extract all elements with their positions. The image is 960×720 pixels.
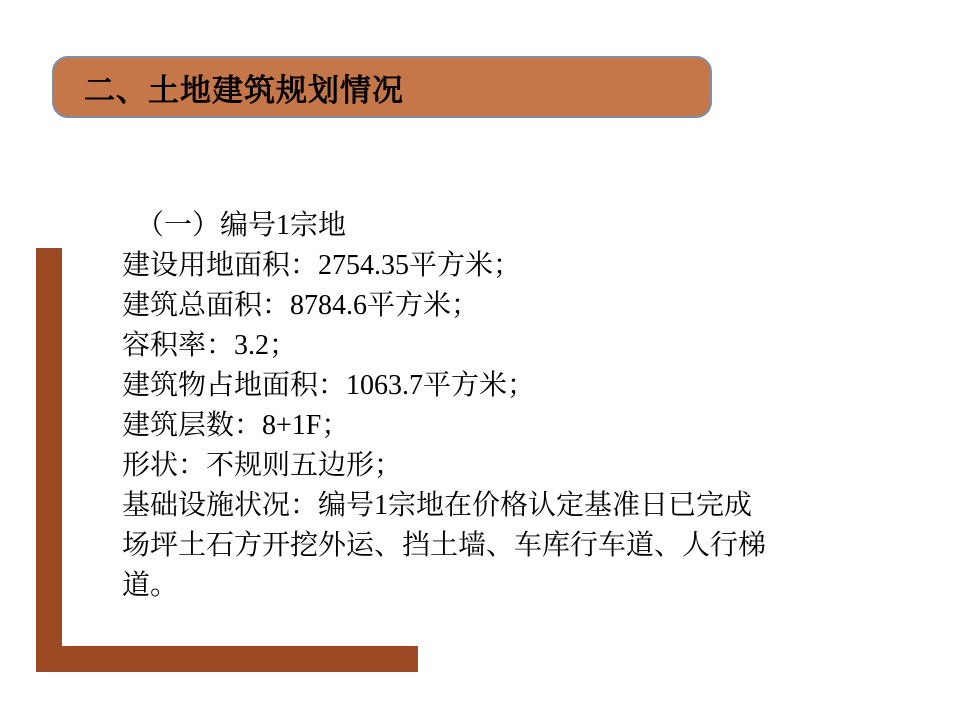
body-line: 建筑物占地面积：1063.7平方米； <box>122 370 536 401</box>
slide-title-banner <box>52 56 712 118</box>
body-line: 基础设施状况：编号1宗地在价格认定基准日已完成 <box>122 490 753 521</box>
body-line: 场坪土石方开挖外运、挡土墙、车库行车道、人行梯 <box>122 530 767 561</box>
body-line: 建筑总面积：8784.6平方米； <box>122 290 480 321</box>
decorative-bracket-horizontal <box>36 646 418 672</box>
slide-title: 二、土地建筑规划情况 <box>84 72 404 109</box>
body-line: 建筑层数：8+1F； <box>122 410 350 441</box>
decorative-bracket-vertical <box>36 248 62 672</box>
body-line: 建设用地面积：2754.35平方米； <box>122 250 522 281</box>
body-line: 道。 <box>122 570 179 601</box>
body-line: 形状：不规则五边形； <box>122 450 403 481</box>
slide-body <box>122 206 912 606</box>
body-heading: （一）编号1宗地 <box>136 210 347 241</box>
body-line: 容积率：3.2； <box>122 330 298 361</box>
